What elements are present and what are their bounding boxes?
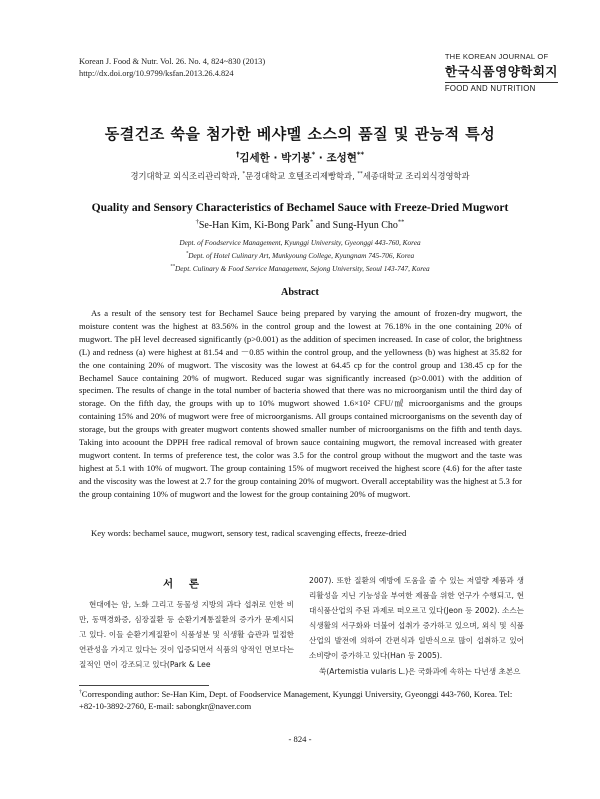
english-title: Quality and Sensory Characteristics of Bechamel Sauce with Freeze-Dried Mugwort — [91, 201, 509, 214]
affiliation: 세종대학교 조리외식경영학과 — [362, 171, 470, 181]
intro-paragraph: 2007). 또한 질환의 예방에 도움을 줄 수 있는 저열량 제품과 생리활성을 지닌 기능성을 부여한 제품을 위한 연구가 수행되고, 현대식품산업의 주된 과제로 떠오르고 있다(Jeon 등 2002). 소스는 식생활의 서구화와 더불어 섭취가 증가하고 있으며, 외식 및 식품산업의 발전에 의하여 간편식과 일반식으로 많이 섭취하고 있어 소비량이 증가하고 있다(Han 등 2005). — [309, 576, 524, 661]
korean-affiliations — [0, 170, 600, 182]
affiliation-mark: * — [242, 171, 246, 178]
author-name: 박기봉 — [281, 152, 312, 164]
author-name: and Sung-Hyun Cho — [313, 220, 398, 231]
journal-citation: Korean J. Food & Nutr. Vol. 26. No. 4, 824~830 (2013) — [79, 57, 266, 66]
author-mark: † — [235, 150, 240, 159]
english-affiliation-3 — [0, 264, 600, 273]
affiliation: 경기대학교 외식조리관리학과, — [130, 171, 243, 181]
abstract-body: As a result of the sensory test for Bechamel Sauce being prepared by varying the amount of frozen-dry mugwort, the moisture content was the highest at 83.56% in the control group and the lowest at 76.18% in the one containing 20% of mugwort. The pH level decreased significantly (p>0.001) as the addition of specimen increased. In case of color, the brightness (L) and redness (a) were highest at 81.54 and －0.85 within the control group, and the yellowness (b) was highest at 35.82 for the one containing 20% of mugwort. The viscosity was the lowest at 64.45 cp for the control group and 138.45 cp for the Bechamel Sauce containing 20% of mugwort. Reduced sugar was significantly increased (p>0.001) with the addition of specimen. The results of change in the total number of bacteria showed that there was no microorganism until the third day of storage. On the fifth day, the groups with up to 10% mugwort showed 1.6×10² CFU/㎖ microorganisms and the groups containing 15% and 20% of mugwort were free of microorganisms. All groups contained microorganisms on the seventh day of storage, but the groups with greater mugwort contents showed smaller number of microorganisms on the fifth and tenth days. Taking into acoount the DPPH free radical removal of brown sauce containing mugwort, the removal increased with greater mugwort content. In terms of preference test, the color was 3.5 for the control group without the mugwort and the taste was highest at 5.1 with 10% of mugwort. The group containing 15% of mugwort received the highest score (4.6) for the after taste and the viscosity was the lowest at 2.7 for the group containing 20% of mugwort. Overall acceptability was the highest at 5.3 for the group containing 10% of mugwort and the lowest for the group containing 20% of mugwort. — [79, 308, 522, 499]
affiliation-text: Dept. Culinary & Food Service Management, Sejong University, Seoul 143-747, Korea — [175, 264, 430, 273]
author-mark: * — [309, 218, 314, 226]
footnote-text: Corresponding author: Se-Han Kim, Dept. of Foodservice Management, Kyunggi University, Gyeonggi 443-760, Korea. Tel: +82-10-3892-2760, E-mail: sabongkr@naver.com — [79, 689, 513, 712]
journal-logo-line3: FOOD AND NUTRITION — [445, 82, 558, 93]
doi-link[interactable]: http://dx.doi.org/10.9799/ksfan.2013.26.4.824 — [79, 69, 234, 78]
corresponding-author-footnote — [79, 688, 524, 713]
author-separator: · — [315, 152, 327, 164]
page-number: - 824 - — [288, 734, 312, 744]
english-authors — [0, 220, 600, 231]
korean-title: 동결건조 쑥을 첨가한 베샤멜 소스의 품질 및 관능적 특성 — [104, 125, 496, 143]
author-name: 김세한 — [239, 152, 270, 164]
affiliation-mark: ** — [357, 171, 363, 178]
affiliation: 문경대학교 호텔조리제빵학과, — [245, 171, 358, 181]
english-affiliation-2 — [0, 251, 600, 260]
korean-authors — [0, 150, 600, 165]
author-name: Se-Han Kim, Ki-Bong Park — [198, 220, 310, 231]
journal-logo — [445, 52, 558, 93]
affiliation-mark: * — [185, 251, 189, 257]
author-name: 조성현 — [326, 152, 357, 164]
citation-header — [79, 56, 265, 80]
affiliation-text: Dept. of Hotel Culinary Art, Munkyoung College, Kyungnam 745-706, Korea — [188, 251, 415, 260]
author-mark: † — [195, 218, 199, 226]
english-affiliation-1 — [0, 238, 600, 247]
affiliation-text: Dept. of Foodservice Management, Kyunggi University, Gyeonggi 443-760, Korea — [179, 238, 421, 247]
author-mark: ** — [397, 218, 405, 226]
author-separator: · — [269, 152, 282, 164]
author-mark: * — [311, 150, 316, 159]
intro-right-column — [309, 573, 524, 679]
abstract-heading: Abstract — [281, 287, 319, 298]
footnote-divider — [79, 685, 209, 686]
intro-left-column: 현대에는 암, 노화 그리고 동물성 지방의 과다 섭취로 인한 비만, 동맥경화증, 심장질환 등 순환기계통질환의 증가가 문제시되고 있다. 이들 순환기계질환이 식품성분 및 식생활 습관과 밀접한 연관성을 가지고 있다는 것이 입증되면서 식품의 양적인 면보다는 질적인 면이 강조되고 있다(Park & Lee — [79, 600, 294, 670]
journal-logo-line1: THE KOREAN JOURNAL OF — [444, 52, 549, 61]
footnote-mark: † — [79, 689, 82, 696]
affiliation-mark: ** — [170, 264, 176, 270]
intro-paragraph: 쑥(Artemistia vularis L.)은 국화과에 속하는 다년생 초본으 — [319, 666, 521, 676]
section-heading-introduction: 서 론 — [163, 578, 205, 590]
author-mark: ** — [356, 150, 365, 159]
keywords: Key words: bechamel sauce, mugwort, sensory test, radical scavenging effects, freeze-dried — [91, 528, 407, 538]
journal-logo-korean: 한국식품영양학회지 — [444, 65, 558, 79]
